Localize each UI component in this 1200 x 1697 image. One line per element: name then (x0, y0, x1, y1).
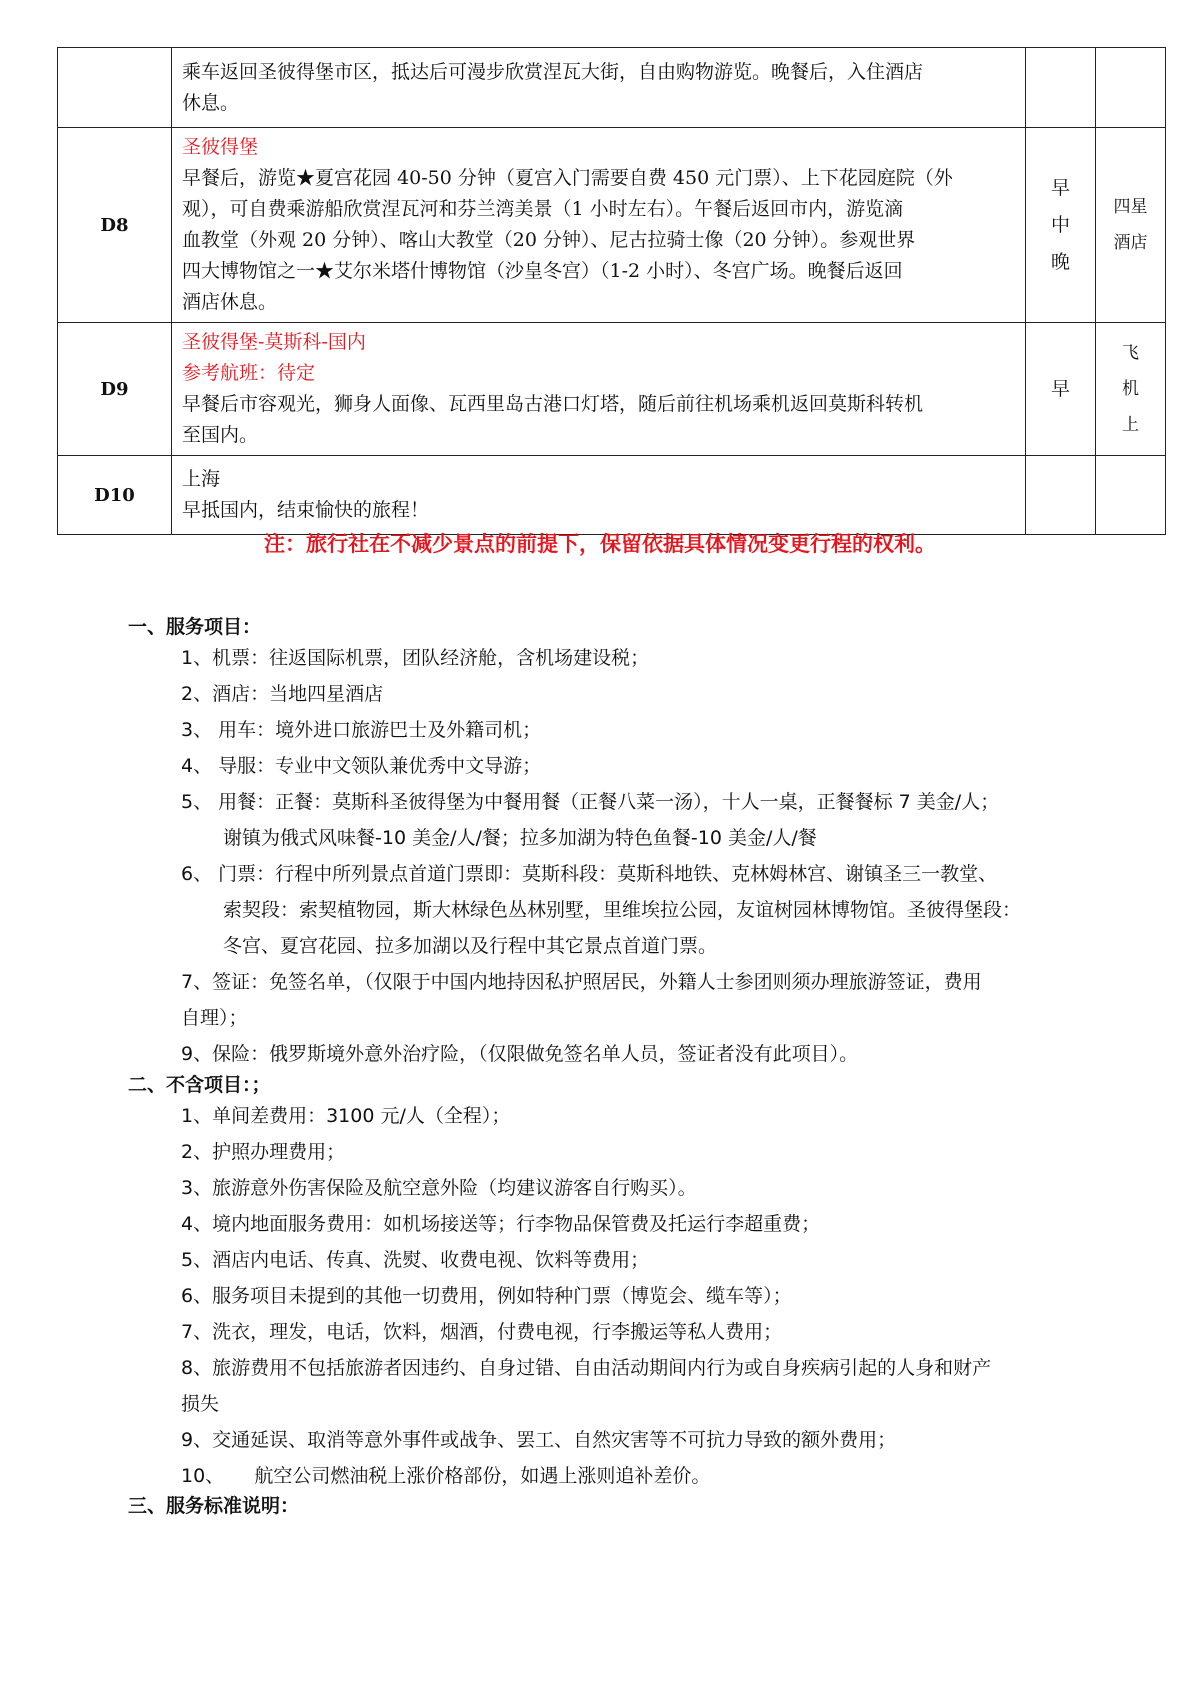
itinerary-row (58, 48, 1166, 128)
day-title: 圣彼得堡-莫斯科-国内 (182, 331, 366, 353)
hotel-text: 上 (1122, 415, 1139, 435)
meal-cell (1026, 323, 1096, 456)
day-label: D10 (58, 456, 172, 535)
description-line: 酒店休息。 (182, 291, 278, 313)
list-item: 8、旅游费用不包括旅游者因违约、自身过错、自由活动期间内行为或自身疾病引起的人身和财产 (181, 1357, 992, 1379)
day-label: D8 (58, 128, 172, 323)
list-item-continuation: 谢镇为俄式风味餐-10 美金/人/餐；拉多加湖为特色鱼餐-10 美金/人/餐 (223, 827, 817, 849)
list-item-continuation: 索契段：索契植物园，斯大林绿色丛林别墅，里维埃拉公园，友谊树园林博物馆。圣彼得堡段： (223, 899, 1022, 921)
section-title-standards: 三、服务标准说明： (128, 1495, 300, 1517)
excluded-list (181, 1098, 1111, 1494)
list-item: 6、 门票：行程中所列景点首道门票即：莫斯科段：莫斯科地铁、克林姆林宫、谢镇圣三一教堂、 (181, 863, 998, 885)
hotel-cell (1096, 128, 1166, 323)
list-item: 7、洗衣，理发，电话，饮料，烟酒，付费电视，行李搬运等私人费用； (181, 1321, 783, 1343)
section-title-services: 一、服务项目： (128, 616, 262, 638)
list-item: 1、单间差费用：3100 元/人（全程）； (181, 1105, 511, 1127)
itinerary-table (57, 47, 1166, 535)
meal-cell (1026, 128, 1096, 323)
hotel-text: 机 (1122, 379, 1139, 399)
description-line: 血教堂（外观 20 分钟）、喀山大教堂（20 分钟）、尼古拉骑士像（20 分钟）。参观世界 (182, 229, 916, 251)
list-item: 5、酒店内电话、传真、洗熨、收费电视、饮料等费用； (181, 1249, 650, 1271)
list-item: 9、保险：俄罗斯境外意外治疗险，（仅限做免签名单人员，签证者没有此项目）。 (181, 1043, 859, 1065)
meal-dinner: 晚 (1050, 250, 1070, 273)
day-title: 圣彼得堡 (182, 136, 259, 158)
hotel-text: 四星 (1113, 197, 1148, 217)
description-line: 乘车返回圣彼得堡市区，抵达后可漫步欣赏涅瓦大街，自由购物游览。晚餐后，入住酒店 (182, 60, 924, 83)
itinerary-row (58, 456, 1166, 535)
day-label: D9 (58, 323, 172, 456)
description-line: 早餐后，游览★夏宫花园 40-50 分钟（夏宫入门需要自费 450 元门票）、上下花园庭院（外 (182, 167, 953, 189)
description-cell (172, 48, 1026, 128)
service-list (181, 640, 1111, 1072)
section-title-excluded: 二、不含项目：； (128, 1074, 271, 1096)
description-line: 观），可自费乘游船欣赏涅瓦河和芬兰湾美景（1 小时左右）。午餐后返回市内，游览滴 (182, 198, 904, 220)
description-line: 早抵国内，结束愉快的旅程！ (182, 499, 430, 521)
itinerary-row (58, 323, 1166, 456)
meal-breakfast: 早 (1050, 377, 1070, 400)
list-item-continuation: 冬宫、夏宫花园、拉多加湖以及行程中其它景点首道门票。 (223, 935, 718, 957)
itinerary-note: 注：旅行社在不减少景点的前提下，保留依据具体情况变更行程的权利。 (264, 532, 936, 556)
list-item: 7、签证：免签名单，（仅限于中国内地持因私护照居民，外籍人士参团则须办理旅游签证，费用 (181, 971, 982, 993)
meal-cell (1026, 456, 1096, 535)
list-item: 6、服务项目未提到的其他一切费用，例如特种门票（博览会、缆车等）； (181, 1285, 792, 1307)
list-item: 4、 导服：专业中文领队兼优秀中文导游； (181, 755, 542, 777)
description-line: 四大博物馆之一★艾尔米塔什博物馆（沙皇冬宫）（1-2 小时）、冬宫广场。晚餐后返回 (182, 260, 903, 282)
hotel-cell (1096, 456, 1166, 535)
list-item: 5、 用餐：正餐：莫斯科圣彼得堡为中餐用餐（正餐八菜一汤），十人一桌，正餐餐标 7 美金/人； (181, 791, 1000, 813)
description-cell (172, 128, 1026, 323)
day-cell (58, 48, 172, 128)
list-item: 9、交通延误、取消等意外事件或战争、罢工、自然灾害等不可抗力导致的额外费用； (181, 1429, 897, 1451)
list-item: 3、旅游意外伤害保险及航空意外险（均建议游客自行购买）。 (181, 1177, 697, 1199)
list-item: 1、机票：往返国际机票，团队经济舱，含机场建设税； (181, 647, 650, 669)
list-item: 10、 航空公司燃油税上涨价格部份，如遇上涨则追补差价。 (181, 1465, 711, 1487)
flight-info: 参考航班：待定 (182, 362, 316, 384)
description-line: 早餐后市容观光，狮身人面像、瓦西里岛古港口灯塔，随后前往机场乘机返回莫斯科转机 (182, 393, 924, 415)
meal-cell (1026, 48, 1096, 128)
meal-lunch: 中 (1050, 213, 1070, 236)
list-item: 4、境内地面服务费用：如机场接送等；行李物品保管费及托运行李超重费； (181, 1213, 821, 1235)
description-line: 休息。 (182, 91, 240, 114)
description-line: 至国内。 (182, 424, 259, 446)
description-cell (172, 323, 1026, 456)
hotel-text: 酒店 (1113, 233, 1148, 253)
meal-breakfast: 早 (1050, 176, 1070, 199)
list-item-continuation: 自理）； (181, 1007, 248, 1029)
description-cell (172, 456, 1026, 535)
list-item-continuation: 损失 (181, 1393, 220, 1415)
list-item: 2、酒店：当地四星酒店 (181, 683, 384, 705)
day-title: 上海 (182, 468, 221, 490)
hotel-cell (1096, 323, 1166, 456)
itinerary-row (58, 128, 1166, 323)
list-item: 3、 用车：境外进口旅游巴士及外籍司机； (181, 719, 542, 741)
hotel-cell (1096, 48, 1166, 128)
hotel-text: 飞 (1122, 343, 1139, 363)
list-item: 2、护照办理费用； (181, 1141, 346, 1163)
